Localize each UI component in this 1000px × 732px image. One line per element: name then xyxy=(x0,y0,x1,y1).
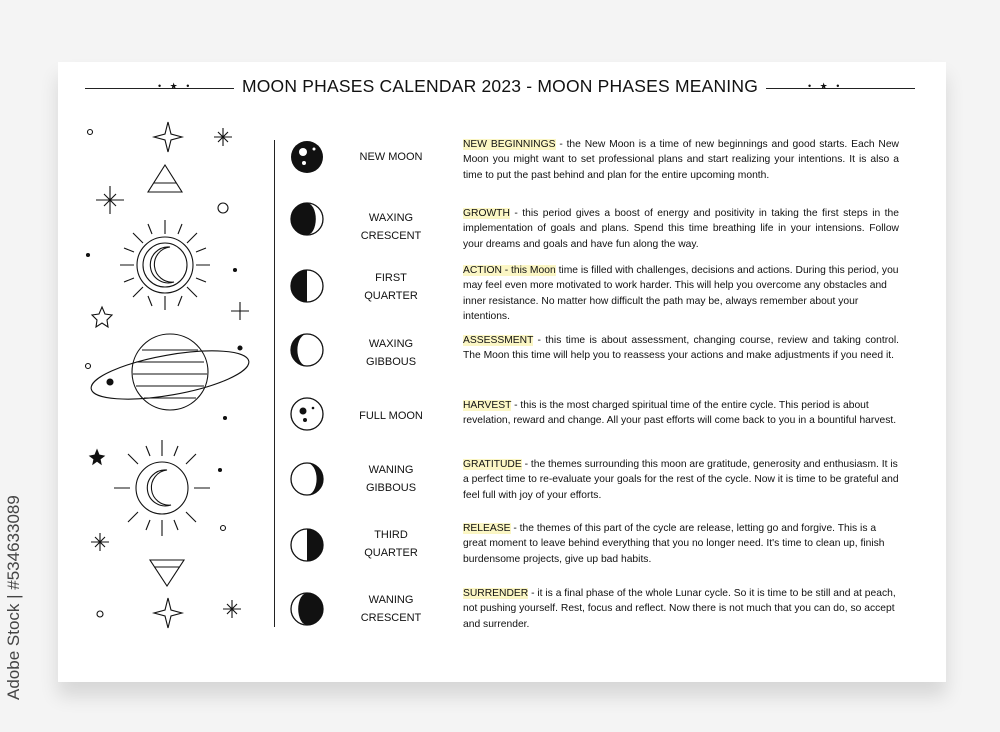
ornament-right: • ★ • xyxy=(808,81,843,91)
star-icon xyxy=(154,598,182,628)
phase-text: - it is a final phase of the whole Lunar cycle. So it is time to be still and at peach, not pushing yourself. Rest, focus and reflect. Now there is not much that you can do, so accept and surrender. xyxy=(463,588,896,630)
sparkle-icon xyxy=(223,600,241,618)
phase-name-line: GIBBOUS xyxy=(365,482,417,494)
phase-description xyxy=(463,263,899,324)
phase-keyword: SURRENDER xyxy=(463,588,529,599)
divider-line xyxy=(274,140,275,627)
waning-crescent-icon xyxy=(289,591,325,627)
phase-description xyxy=(463,137,899,183)
phase-name-line: CRESCENT xyxy=(360,230,422,242)
ornament-left: • ★ • xyxy=(158,81,193,91)
phase-text: - the themes surrounding this moon are gratitude, generosity and enthusiasm. It is a perfect time to re-evaluate your goals for the rest of the cycle. Now it is time to be grateful and feel full with joy of your efforts. xyxy=(463,459,899,501)
phase-text: - this time is about assessment, changing course, review and taking control. The Moon this time will help you to reassess your actions and make adjustments if you need it. xyxy=(463,335,899,362)
phase-name-line: WANING xyxy=(368,464,414,476)
air-triangle-icon xyxy=(148,165,182,192)
phase-name-line: QUARTER xyxy=(364,290,418,302)
sparkle-icon xyxy=(214,128,232,146)
star-icon xyxy=(154,122,182,152)
waxing-gibbous-icon xyxy=(289,332,325,368)
phase-name-line: WAXING xyxy=(368,212,414,224)
earth-triangle-icon xyxy=(150,560,184,586)
phase-name xyxy=(345,526,437,562)
phase-name-line: WAXING xyxy=(368,338,414,350)
phase-description xyxy=(463,521,899,567)
waning-gibbous-icon xyxy=(289,461,325,497)
sparkle-icon xyxy=(91,533,109,551)
phase-name xyxy=(345,269,437,305)
new-moon-icon xyxy=(289,139,325,175)
star-icon xyxy=(92,307,112,327)
phase-name-line: NEW MOON xyxy=(359,151,423,163)
dot-icon xyxy=(88,130,93,135)
phase-keyword: HARVEST xyxy=(463,400,512,411)
phase-name-line: FULL MOON xyxy=(359,410,423,422)
first-quarter-icon xyxy=(289,268,325,304)
sun-moon-icon xyxy=(120,220,210,310)
phase-name xyxy=(345,148,437,166)
phase-keyword: RELEASE xyxy=(463,523,511,534)
sparkle-icon xyxy=(231,302,249,320)
celestial-illustration xyxy=(70,110,270,630)
phase-name xyxy=(345,335,437,371)
phase-text: - this is the most charged spiritual time of the entire cycle. This period is about revelation, reward and change. All your past efforts will come back to you in a bountiful harvest. xyxy=(463,400,897,427)
waxing-crescent-icon xyxy=(289,201,325,237)
phase-text: - the New Moon is a time of new beginnings and good starts. Each New Moon you might want to set professional plans and start realizing your intentions. It is also a time to put the past behind and plan for the entire upcoming month. xyxy=(463,139,899,181)
full-moon-icon xyxy=(289,396,325,432)
phase-keyword: ASSESSMENT xyxy=(463,335,534,346)
phase-description xyxy=(463,398,899,429)
phase-name-line: CRESCENT xyxy=(360,612,422,624)
phase-text: - the themes of this part of the cycle are release, letting go and forgive. This is a great moment to leave behind everything that you no longer need. It's time to clean up, finish burdensome projects, give up bad habits. xyxy=(463,523,885,565)
third-quarter-icon xyxy=(289,527,325,563)
phase-keyword: NEW BEGINNINGS xyxy=(463,139,556,150)
phase-text: time is filled with challenges, decisions and actions. During this period, you may feel even more motivated to work harder. This will help you overcome any obstacles and inner resistance. No matter how difficult the path may be, always remember about your intentions. xyxy=(463,265,899,322)
phase-description xyxy=(463,333,899,364)
phase-description xyxy=(463,457,899,503)
phase-name-line: THIRD xyxy=(374,529,408,541)
phase-keyword: ACTION - this Moon xyxy=(463,265,556,276)
phase-name xyxy=(345,407,437,425)
saturn-icon xyxy=(88,334,253,410)
phase-name xyxy=(345,591,437,627)
watermark-id: Adobe Stock | #534633089 xyxy=(4,495,23,700)
circle-icon xyxy=(218,203,228,213)
star-icon xyxy=(90,450,104,464)
phase-description xyxy=(463,586,899,632)
phase-keyword: GRATITUDE xyxy=(463,459,522,470)
phase-name xyxy=(345,461,437,497)
phase-name-line: QUARTER xyxy=(364,547,418,559)
phase-text: - this period gives a boost of energy and positivity in taking the first steps in the implementation of goals and plans. Spend this time breathing life in your intensions. Follow your dreams and goals and have fun along the way. xyxy=(463,208,899,250)
sparkle-icon xyxy=(96,186,124,214)
phase-description xyxy=(463,206,899,252)
page-title: MOON PHASES CALENDAR 2023 - MOON PHASES MEANING xyxy=(0,76,1000,97)
sun-moon-icon xyxy=(114,440,210,536)
phase-name xyxy=(345,209,437,245)
phase-name-line: WANING xyxy=(368,594,414,606)
phase-name-line: GIBBOUS xyxy=(365,356,417,368)
phase-keyword: GROWTH xyxy=(463,208,510,219)
phase-name-line: FIRST xyxy=(375,272,407,284)
